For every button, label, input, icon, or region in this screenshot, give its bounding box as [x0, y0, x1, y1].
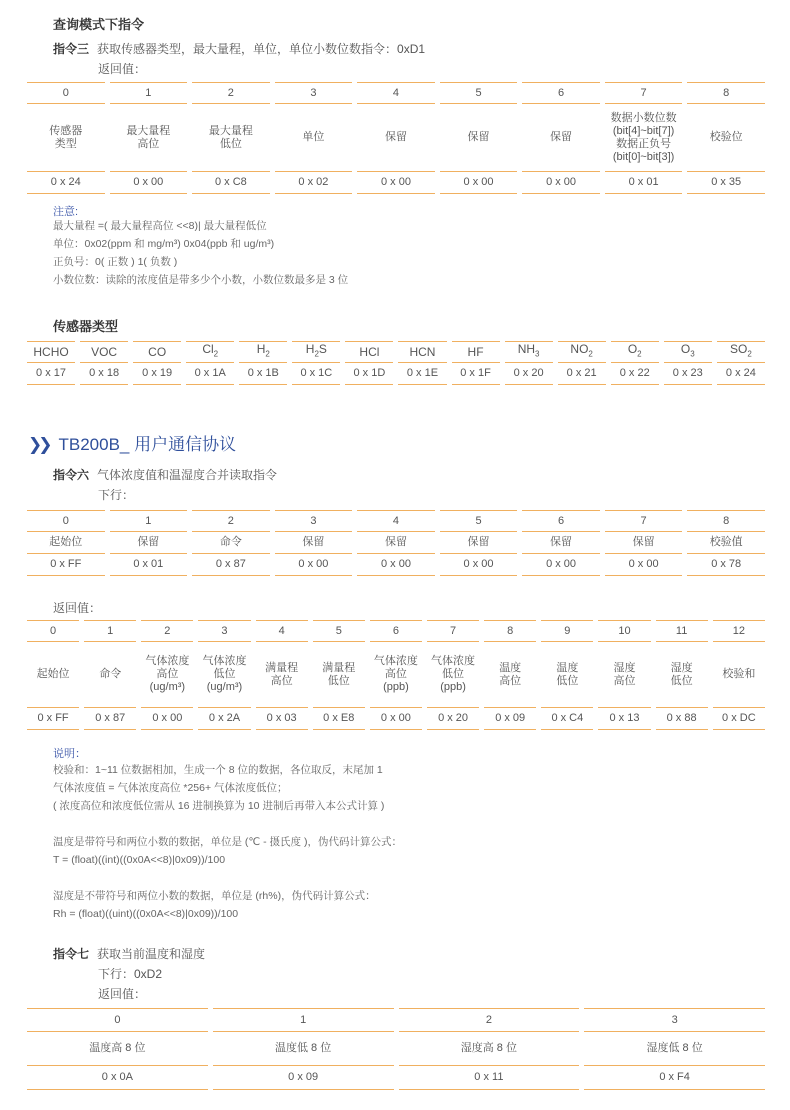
byte-index: 11 [656, 620, 708, 642]
note-line: 温度是带符号和两位小数的数据，单位是 (℃ - 摄氏度 )，伪代码计算公式： [53, 836, 402, 848]
cell-line: 高位 [499, 674, 522, 687]
sensor-name [239, 341, 287, 363]
byte-index: 4 [357, 82, 435, 104]
cell-line: 数据小数位数 [610, 111, 677, 124]
byte-value: 0 x 11 [399, 1066, 580, 1090]
byte-description: 温度高 8 位 [27, 1032, 208, 1066]
cell-line: 湿度 [670, 661, 693, 674]
byte-description [27, 104, 105, 172]
protocol-banner [28, 430, 236, 455]
cell-line: 低位 [442, 668, 465, 680]
formula-part: HCl [359, 344, 380, 359]
command-seven-table [22, 1008, 770, 1090]
byte-index: 2 [192, 510, 270, 532]
byte-value: 0 x 00 [370, 708, 422, 730]
byte-description [27, 642, 79, 708]
downlink-text: 下行：0xD2 [98, 967, 163, 981]
cell-line: 低位 [213, 668, 236, 680]
byte-description: 保留 [605, 532, 683, 554]
subscript: 3 [535, 349, 540, 359]
cell-line: 温度 [499, 661, 522, 674]
byte-description: 命令 [192, 532, 270, 554]
command-three-table [22, 82, 770, 194]
byte-index: 5 [313, 620, 365, 642]
cell-line: 高位 [137, 137, 160, 150]
byte-index: 7 [605, 510, 683, 532]
sensor-name [27, 341, 75, 363]
byte-index: 0 [27, 620, 79, 642]
note-title: 注意: [53, 206, 79, 218]
byte-value: 0 x 01 [110, 554, 188, 576]
sensor-code: 0 x 20 [505, 363, 553, 385]
byte-description [275, 104, 353, 172]
cell-line: (ug/m³) [206, 681, 243, 693]
sensor-name [345, 341, 393, 363]
byte-index: 6 [522, 510, 600, 532]
return-label: 返回值： [53, 601, 102, 615]
cell-line: (ug/m³) [149, 681, 186, 693]
formula-part: H [305, 342, 315, 357]
double-chevron-icon: ❯❯ [28, 435, 49, 454]
cell-line: 高位 [270, 674, 293, 687]
subscript: 2 [314, 349, 319, 359]
sensor-name [558, 341, 606, 363]
subscript: 2 [588, 349, 593, 359]
banner-title: TB200B_ 用户通信协议 [58, 435, 237, 454]
cell-line: (bit[4]~bit[7]) [612, 124, 675, 137]
byte-description [484, 642, 536, 708]
cell-line: 保留 [384, 131, 407, 143]
byte-index: 7 [427, 620, 479, 642]
byte-value: 0 x 2A [198, 708, 250, 730]
byte-value: 0 x 09 [213, 1066, 394, 1090]
byte-index: 1 [84, 620, 136, 642]
byte-value: 0 x 35 [687, 172, 765, 194]
byte-description [370, 642, 422, 708]
cell-line: 满量程 [265, 661, 299, 674]
byte-description: 温度低 8 位 [213, 1032, 394, 1066]
formula-part: S [318, 342, 327, 357]
sensor-code: 0 x 24 [717, 363, 765, 385]
byte-value: 0 x 20 [427, 708, 479, 730]
byte-index: 5 [440, 82, 518, 104]
cell-line: 校验和 [722, 668, 756, 680]
byte-value: 0 x 00 [605, 554, 683, 576]
note-line: 正负号：0( 正数 ) 1( 负数 ) [53, 256, 178, 268]
byte-index: 5 [440, 510, 518, 532]
sensor-name [80, 341, 128, 363]
byte-value: 0 x FF [27, 554, 105, 576]
cell-line: 起始位 [36, 668, 70, 680]
command-six-down-table [22, 510, 770, 576]
byte-index: 3 [198, 620, 250, 642]
sensor-type-table [22, 341, 770, 385]
command-label: 指令三 [53, 42, 90, 56]
byte-description [198, 642, 250, 708]
cell-line: 类型 [54, 137, 77, 150]
cell-line: 温度 [556, 661, 579, 674]
byte-value: 0 x F4 [584, 1066, 765, 1090]
byte-value: 0 x 00 [357, 172, 435, 194]
byte-index: 6 [370, 620, 422, 642]
byte-value: 0 x 00 [440, 554, 518, 576]
byte-description: 保留 [522, 532, 600, 554]
note-line: 单位：0x02(ppm 和 mg/m³) 0x04(ppb 和 ug/m³) [53, 238, 275, 250]
byte-value: 0 x DC [713, 708, 765, 730]
cell-line: 气体浓度 [373, 655, 418, 667]
byte-description [440, 104, 518, 172]
byte-description [141, 642, 193, 708]
sensor-name [133, 341, 181, 363]
sensor-name [186, 341, 234, 363]
byte-value: 0 x 87 [192, 554, 270, 576]
byte-description: 湿度低 8 位 [584, 1032, 765, 1066]
byte-description [192, 104, 270, 172]
downlink-label: 下行： [98, 488, 135, 502]
byte-description [713, 642, 765, 708]
note-line: 最大量程 =( 最大量程高位 <<8)| 最大量程低位 [53, 220, 267, 232]
byte-index: 3 [275, 82, 353, 104]
byte-description [598, 642, 650, 708]
byte-index: 8 [687, 82, 765, 104]
cell-line: 低位 [556, 674, 579, 687]
byte-value: 0 x FF [27, 708, 79, 730]
formula-part: NO [570, 342, 589, 357]
byte-value: 0 x 01 [605, 172, 683, 194]
cell-line: 高位 [613, 674, 636, 687]
formula-part: VOC [91, 344, 118, 359]
byte-index: 8 [484, 620, 536, 642]
byte-index: 4 [357, 510, 435, 532]
section-title-sensor-types: 传感器类型 [53, 319, 119, 334]
byte-value: 0 x C4 [541, 708, 593, 730]
cell-line: 低位 [670, 674, 693, 687]
byte-description: 起始位 [27, 532, 105, 554]
byte-index: 10 [598, 620, 650, 642]
command-six-return-table [22, 620, 770, 730]
return-label: 返回值： [98, 62, 147, 76]
explanation-list [53, 761, 402, 923]
formula-part: O [627, 342, 638, 357]
cell-line: 命令 [99, 668, 122, 680]
cell-line: (ppb) [383, 681, 409, 693]
byte-description [656, 642, 708, 708]
cell-line: 高位 [156, 668, 179, 680]
byte-value: 0 x 00 [357, 554, 435, 576]
cell-line: 最大量程 [208, 124, 253, 137]
note-line: 小数位数：读除的浓度值是带多少个小数，小数位数最多是 3 位 [53, 274, 349, 286]
byte-value: 0 x 00 [440, 172, 518, 194]
cell-line: 高位 [384, 668, 407, 680]
sensor-code: 0 x 19 [133, 363, 181, 385]
byte-description [522, 104, 600, 172]
cell-line: 低位 [219, 137, 242, 150]
note-line [53, 815, 402, 833]
note-line: Rh = (float)((uint)((0x0A<<8)|0x09))/100 [53, 908, 239, 920]
byte-value: 0 x 24 [27, 172, 105, 194]
formula-part: HF [467, 344, 484, 359]
note-line: T = (float)((int)((0x0A<<8)|0x09))/100 [53, 854, 226, 866]
byte-description [110, 104, 188, 172]
byte-value: 0 x 78 [687, 554, 765, 576]
sensor-code: 0 x 17 [27, 363, 75, 385]
formula-part: HCN [409, 344, 436, 359]
subscript: 2 [747, 349, 752, 359]
return-label: 返回值： [98, 987, 147, 1001]
sensor-code: 0 x 1E [398, 363, 446, 385]
sensor-code: 0 x 22 [611, 363, 659, 385]
sensor-code: 0 x 21 [558, 363, 606, 385]
byte-description: 保留 [275, 532, 353, 554]
sensor-name [398, 341, 446, 363]
cell-line: 低位 [327, 674, 350, 687]
byte-value: 0 x 00 [522, 172, 600, 194]
cell-line: 保留 [550, 131, 573, 143]
command-seven [53, 945, 205, 962]
subscript: 3 [690, 349, 695, 359]
formula-part: SO [730, 342, 748, 357]
command-label: 指令七 [53, 947, 90, 961]
cell-line: 数据正负号 [616, 137, 672, 150]
cell-line: 湿度 [613, 661, 636, 674]
byte-index: 2 [192, 82, 270, 104]
byte-description [256, 642, 308, 708]
cell-line: 校验位 [709, 131, 743, 143]
byte-index: 0 [27, 82, 105, 104]
cell-line: 气体浓度 [202, 655, 247, 667]
byte-index: 12 [713, 620, 765, 642]
sensor-name [452, 341, 500, 363]
byte-index: 1 [213, 1008, 394, 1032]
formula-part: H [256, 342, 266, 357]
command-text: 获取当前温度和湿度 [97, 947, 206, 961]
byte-index: 1 [110, 510, 188, 532]
byte-index: 6 [522, 82, 600, 104]
byte-description: 保留 [357, 532, 435, 554]
byte-description [357, 104, 435, 172]
sensor-code: 0 x 23 [664, 363, 712, 385]
cell-line: 气体浓度 [431, 655, 476, 667]
byte-index: 4 [256, 620, 308, 642]
sensor-code: 0 x 18 [80, 363, 128, 385]
formula-part: HCHO [33, 344, 69, 359]
byte-index: 8 [687, 510, 765, 532]
byte-value: 0 x 09 [484, 708, 536, 730]
byte-index: 7 [605, 82, 683, 104]
byte-index: 3 [275, 510, 353, 532]
note-line: 气体浓度值 = 气体浓度高位 *256+ 气体浓度低位； [53, 782, 288, 794]
cell-line: (ppb) [440, 681, 466, 693]
cell-line: 满量程 [322, 661, 356, 674]
command-text: 获取传感器类型，最大量程，单位，单位小数位数指令：0xD1 [97, 42, 426, 56]
cell-line: (bit[0]~bit[3]) [612, 150, 675, 163]
byte-value: 0 x 00 [522, 554, 600, 576]
formula-part: CO [148, 344, 167, 359]
sensor-name [717, 341, 765, 363]
sensor-name [664, 341, 712, 363]
subscript: 2 [637, 349, 642, 359]
byte-index: 1 [110, 82, 188, 104]
command-three [53, 40, 425, 57]
sensor-code: 0 x 1F [452, 363, 500, 385]
sensor-name [292, 341, 340, 363]
sensor-code: 0 x 1A [186, 363, 234, 385]
command-label: 指令六 [53, 468, 90, 482]
formula-part: NH [517, 342, 536, 357]
subscript: 2 [213, 349, 219, 359]
command-text: 气体浓度值和温湿度合并读取指令 [97, 468, 278, 482]
byte-description [687, 104, 765, 172]
subscript: 2 [265, 349, 270, 359]
byte-value: 0 x 00 [141, 708, 193, 730]
note-line [53, 869, 402, 887]
byte-index: 3 [584, 1008, 765, 1032]
sensor-code: 0 x 1D [345, 363, 393, 385]
byte-description [84, 642, 136, 708]
cell-line: 单位 [302, 131, 325, 143]
note-list [53, 217, 348, 289]
byte-description [427, 642, 479, 708]
byte-value: 0 x 02 [275, 172, 353, 194]
note-line: ( 浓度高位和浓度低位需从 16 进制换算为 10 进制后再带入本公式计算 ) [53, 800, 385, 812]
byte-description: 保留 [110, 532, 188, 554]
byte-value: 0 x 03 [256, 708, 308, 730]
byte-value: 0 x 0A [27, 1066, 208, 1090]
byte-description: 保留 [440, 532, 518, 554]
explanation-title: 说明： [53, 748, 86, 760]
byte-value: 0 x C8 [192, 172, 270, 194]
sensor-name [505, 341, 553, 363]
byte-value: 0 x 88 [656, 708, 708, 730]
byte-description: 校验值 [687, 532, 765, 554]
byte-description [313, 642, 365, 708]
section-title-query-mode: 查询模式下指令 [53, 17, 145, 32]
byte-description: 湿度高 8 位 [399, 1032, 580, 1066]
sensor-code: 0 x 1B [239, 363, 287, 385]
cell-line: 传感器 [49, 124, 83, 137]
sensor-code: 0 x 1C [292, 363, 340, 385]
byte-index: 0 [27, 510, 105, 532]
cell-line: 气体浓度 [145, 655, 190, 667]
cell-line: 保留 [467, 131, 490, 143]
byte-description [605, 104, 683, 172]
formula-part: O [680, 342, 691, 357]
byte-value: 0 x 13 [598, 708, 650, 730]
sensor-name [611, 341, 659, 363]
cell-line: 最大量程 [126, 124, 171, 137]
byte-value: 0 x 87 [84, 708, 136, 730]
byte-index: 9 [541, 620, 593, 642]
byte-value: 0 x 00 [110, 172, 188, 194]
byte-index: 2 [399, 1008, 580, 1032]
byte-index: 2 [141, 620, 193, 642]
byte-value: 0 x E8 [313, 708, 365, 730]
note-line: 湿度是不带符号和两位小数的数据，单位是 (rh%)，伪代码计算公式： [53, 890, 376, 902]
command-six [53, 466, 277, 483]
formula-part: Cl [202, 342, 214, 357]
byte-index: 0 [27, 1008, 208, 1032]
byte-value: 0 x 00 [275, 554, 353, 576]
byte-description [541, 642, 593, 708]
note-line: 校验和：1~11 位数据相加，生成一个 8 位的数据，各位取反，末尾加 1 [53, 764, 383, 776]
